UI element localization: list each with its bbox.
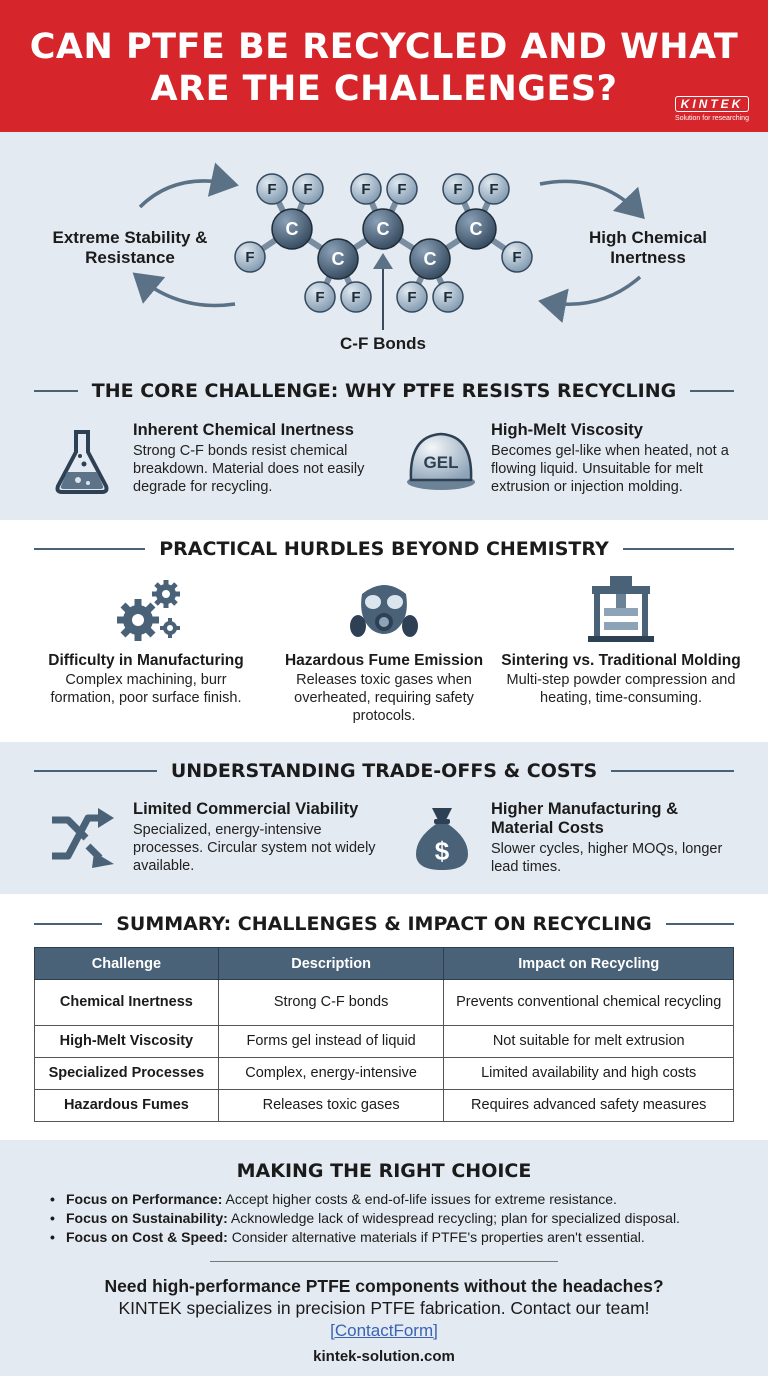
page-title: CAN PTFE BE RECYCLED AND WHAT ARE THE CHALLENGES? <box>29 27 739 109</box>
svg-text:C: C <box>285 219 299 239</box>
cycle-arrow-right-top <box>540 181 640 214</box>
svg-text:F: F <box>245 249 255 266</box>
svg-text:F: F <box>267 181 277 198</box>
summary-title: SUMMARY: CHALLENGES & IMPACT ON RECYCLING <box>116 913 652 935</box>
hurdle-fumes-text: Releases toxic gases when overheated, requiring safety protocols. <box>294 672 474 724</box>
svg-text:F: F <box>512 249 522 266</box>
tradeoff-costs-text: Slower cycles, higher MOQs, longer lead times. <box>491 841 723 875</box>
tradeoff-viability-text: Specialized, energy-intensive processes. Circular system not widely available. <box>133 822 376 874</box>
table-header-row <box>35 948 734 980</box>
contact-form-link[interactable] <box>0 1321 768 1341</box>
table-row <box>35 1090 734 1122</box>
cycle-arrow-right-bottom <box>545 277 640 304</box>
header-banner <box>0 0 768 132</box>
hurdle-sintering-text: Multi-step powder compression and heating, time-consuming. <box>506 672 736 706</box>
core-challenge-heading <box>0 380 768 402</box>
svg-text:C: C <box>423 249 437 269</box>
core-item-inertness-title: Inherent Chemical Inertness <box>133 421 354 439</box>
logo-tagline: Solution for researching <box>675 115 749 122</box>
svg-text:F: F <box>361 181 371 198</box>
core-item-inertness-text: Strong C-F bonds resist chemical breakdown. Material does not easily degrade for recycling. <box>133 443 365 495</box>
list-item <box>50 1190 750 1209</box>
tradeoff-viability-title: Limited Commercial Viability <box>133 800 359 818</box>
choice-title: MAKING THE RIGHT CHOICE <box>236 1160 532 1182</box>
hurdle-manufacturing <box>34 651 258 707</box>
list-item <box>50 1228 750 1247</box>
practical-hurdles-heading <box>0 538 768 560</box>
table-cell: Not suitable for melt extrusion <box>444 1026 734 1058</box>
divider <box>210 1261 558 1262</box>
core-item-viscosity-title: High-Melt Viscosity <box>491 421 643 439</box>
website-url[interactable]: kintek-solution.com <box>313 1348 455 1365</box>
core-challenge-title: THE CORE CHALLENGE: WHY PTFE RESISTS RECYCLING <box>91 380 677 402</box>
cycle-arrow-left-top <box>140 181 232 207</box>
svg-text:F: F <box>315 289 325 306</box>
table-cell: Prevents conventional chemical recycling <box>444 980 734 1026</box>
table-header-impact: Impact on Recycling <box>444 948 734 980</box>
table-cell: Requires advanced safety measures <box>444 1090 734 1122</box>
logo-brand: KINTEK <box>675 96 750 112</box>
choice-label: Focus on Performance: <box>66 1191 223 1207</box>
table-cell: Strong C-F bonds <box>218 980 444 1026</box>
svg-text:F: F <box>443 289 453 306</box>
cta-headline: Need high-performance PTFE components without the headaches? <box>104 1276 664 1296</box>
hurdle-sintering-title: Sintering vs. Traditional Molding <box>501 652 741 669</box>
svg-text:F: F <box>489 181 499 198</box>
cf-bonds-label: C-F Bonds <box>340 334 426 353</box>
contact-form-link-text[interactable]: [ContactForm] <box>330 1321 438 1340</box>
core-item-viscosity <box>491 421 741 496</box>
flask-icon <box>52 426 112 496</box>
svg-text:F: F <box>453 181 463 198</box>
choice-label: Focus on Sustainability: <box>66 1210 228 1226</box>
gas-mask-icon <box>348 574 420 644</box>
hurdle-sintering <box>501 651 741 707</box>
hurdle-fumes <box>272 651 496 725</box>
cycle-arrow-left-bottom <box>138 277 235 305</box>
summary-table <box>34 947 734 1122</box>
table-row <box>35 1058 734 1090</box>
press-icon <box>586 574 656 644</box>
choice-list <box>50 1190 750 1247</box>
hurdle-manufacturing-text: Complex machining, burr formation, poor surface finish. <box>50 672 242 706</box>
table-cell: Chemical Inertness <box>35 980 219 1026</box>
table-header-challenge: Challenge <box>35 948 219 980</box>
tradeoff-viability <box>133 800 393 875</box>
cta-subline: KINTEK specializes in precision PTFE fabrication. Contact our team! <box>118 1298 650 1318</box>
practical-hurdles-title: PRACTICAL HURDLES BEYOND CHEMISTRY <box>159 538 609 560</box>
core-item-viscosity-text: Becomes gel-like when heated, not a flowing liquid. Unsuitable for melt extrusion or injection molding. <box>491 443 729 495</box>
svg-text:F: F <box>303 181 313 198</box>
table-cell: Releases toxic gases <box>218 1090 444 1122</box>
svg-text:F: F <box>351 289 361 306</box>
svg-text:F: F <box>397 181 407 198</box>
list-item <box>50 1209 750 1228</box>
svg-text:F: F <box>407 289 417 306</box>
svg-text:C: C <box>376 219 390 239</box>
table-cell: Limited availability and high costs <box>444 1058 734 1090</box>
kintek-logo <box>664 95 760 122</box>
table-cell: Forms gel instead of liquid <box>218 1026 444 1058</box>
table-row <box>35 980 734 1026</box>
table-cell: Hazardous Fumes <box>35 1090 219 1122</box>
gel-icon <box>403 426 479 492</box>
svg-text:C: C <box>469 219 483 239</box>
choice-text: Acknowledge lack of widespread recycling; plan for specialized disposal. <box>230 1210 680 1226</box>
core-item-inertness <box>133 421 393 496</box>
table-cell: High-Melt Viscosity <box>35 1026 219 1058</box>
tradeoff-costs-title: Higher Manufacturing & Material Costs <box>491 800 679 837</box>
table-cell: Complex, energy-intensive <box>218 1058 444 1090</box>
svg-text:GEL: GEL <box>423 453 459 472</box>
svg-text:$: $ <box>434 836 450 866</box>
inertness-label: High Chemical Inertness <box>588 228 708 267</box>
summary-heading <box>0 913 768 935</box>
tradeoffs-title: UNDERSTANDING TRADE-OFFS & COSTS <box>170 760 598 782</box>
tradeoffs-heading <box>0 760 768 782</box>
shuffle-arrows-icon <box>48 806 118 870</box>
tradeoff-costs <box>491 800 741 876</box>
table-header-description: Description <box>218 948 444 980</box>
table-cell: Specialized Processes <box>35 1058 219 1090</box>
svg-text:C: C <box>331 249 345 269</box>
choice-text: Accept higher costs & end-of-life issues for extreme resistance. <box>225 1191 617 1207</box>
choice-label: Focus on Cost & Speed: <box>66 1229 228 1245</box>
money-bag-icon <box>412 804 472 874</box>
stability-label: Extreme Stability & Resistance <box>52 228 208 267</box>
hurdle-manufacturing-title: Difficulty in Manufacturing <box>48 652 244 669</box>
gears-icon <box>112 576 184 644</box>
table-row <box>35 1026 734 1058</box>
hurdle-fumes-title: Hazardous Fume Emission <box>284 652 484 669</box>
choice-text: Consider alternative materials if PTFE's properties aren't essential. <box>231 1229 645 1245</box>
